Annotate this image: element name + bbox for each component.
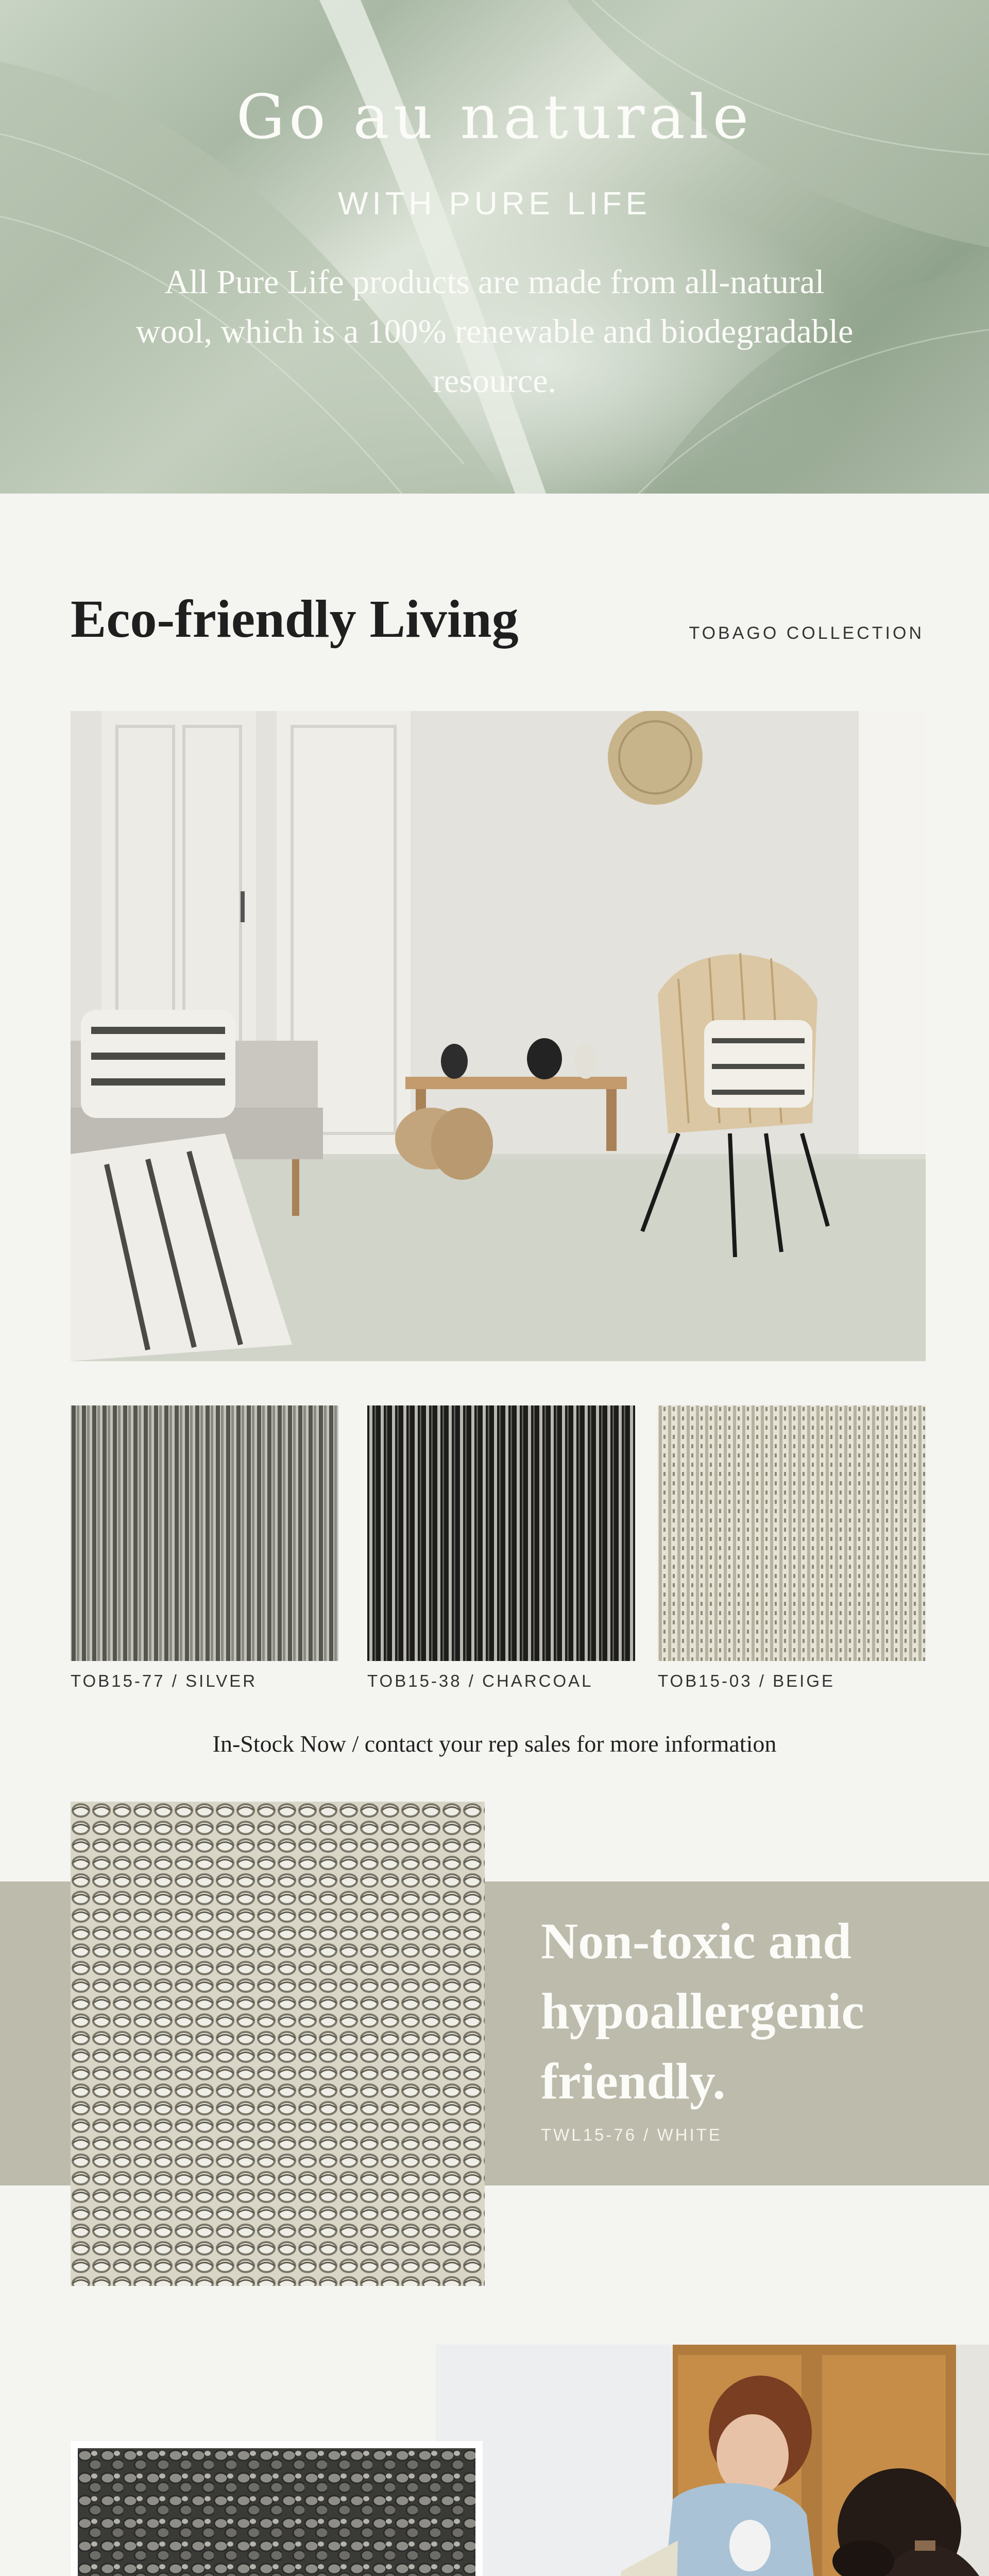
woman-with-dog-photo: [436, 2345, 989, 2576]
in-stock-note: In-Stock Now / contact your rep sales for more information: [212, 1731, 777, 1757]
nontoxic-product-code: TWL15-76 / WHITE: [541, 2125, 722, 2144]
swatch-label-beige: TOB15-03 / BEIGE: [658, 1671, 835, 1690]
swatch-white-tile: [71, 1802, 485, 2286]
leaf-background-image: [0, 0, 989, 494]
swatch-charcoal-tile: [367, 1405, 635, 1661]
swatch-beige-tile: [658, 1405, 926, 1661]
swatch-silver-tile: [71, 1405, 338, 1661]
collection-label: TOBAGO COLLECTION: [689, 623, 924, 643]
hero-subtitle: WITH PURE LIFE: [337, 186, 652, 222]
hero-title: Go au naturale: [236, 81, 753, 152]
eco-section-title: Eco-friendly Living: [71, 589, 519, 649]
hero-banner: [0, 0, 989, 494]
hero-body-text: All Pure Life products are made from all-natural wool, which is a 100% renewable and biodegradable resource.: [135, 263, 854, 400]
swatch-label-charcoal: TOB15-38 / CHARCOAL: [367, 1671, 593, 1690]
swatch-label-silver: TOB15-77 / SILVER: [71, 1671, 258, 1690]
swatch-silver-framed-tile: [71, 2441, 483, 2576]
living-room-photo: [71, 711, 926, 1361]
nontoxic-title: Non-toxic and hypoallergenic friendly.: [541, 1912, 864, 2110]
